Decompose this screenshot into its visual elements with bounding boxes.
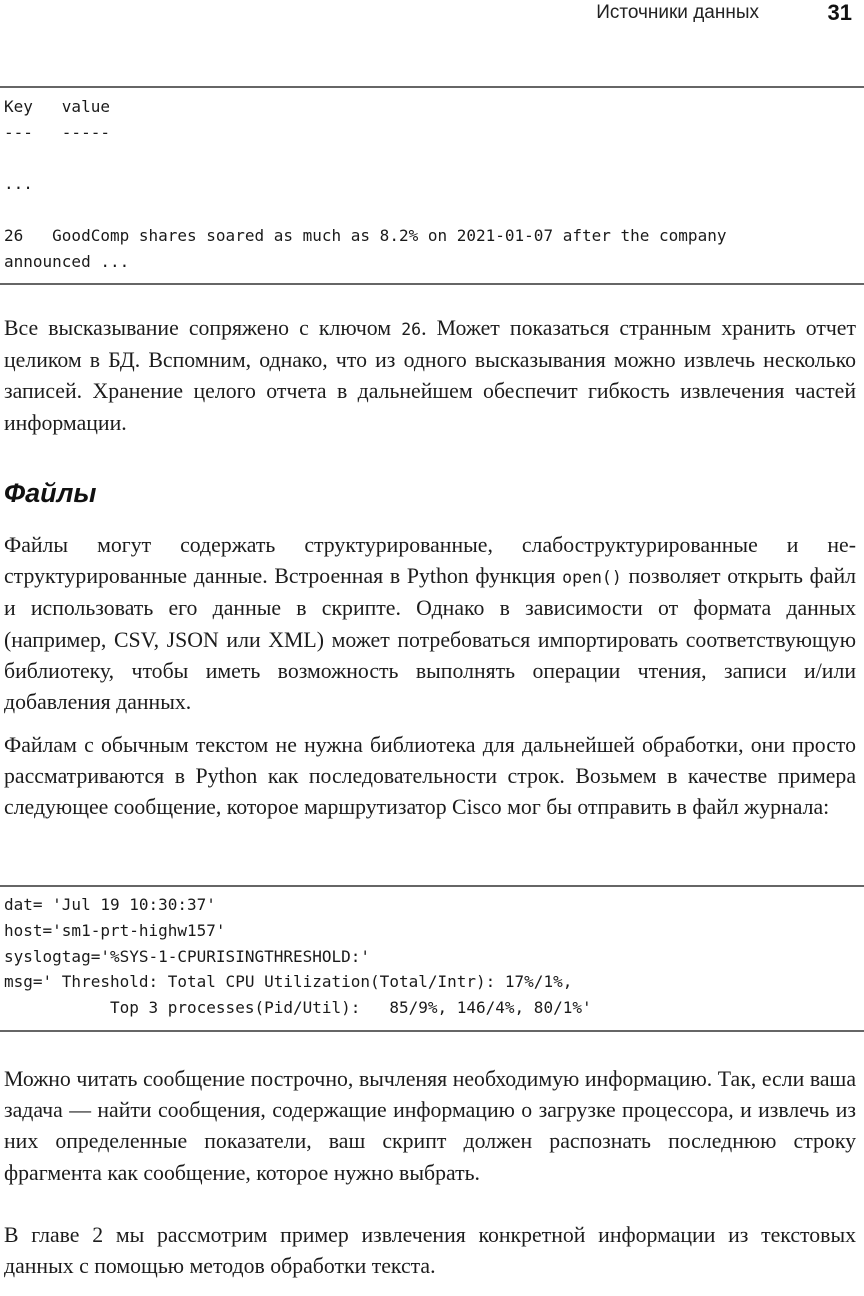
paragraph-4: Можно читать сообщение построчно, вычленяя необходимую информацию. Так, если ваша задача — найти сообщения, содержащие информацию о загрузке процессора, и извлечь из них определенные показатели, ваш скрипт должен распознать последнюю строку фрагмента как сообщение, которое нужно выбрать. — [4, 1067, 856, 1185]
inline-code-key: 26 — [401, 320, 422, 339]
code-line: 26 GoodComp shares soared as much as 8.2% on 2021-01-07 after the company — [4, 225, 727, 245]
code-block-2-bottom-rule — [0, 1030, 864, 1032]
code-block-1-bottom-rule — [0, 283, 864, 285]
code-line: announced ... — [4, 251, 130, 271]
running-header-title: Источники данных — [596, 2, 759, 23]
paragraph-1-text-rest: . Может показаться странным хранить отчет целиком в БД. Вспомним, однако, что из одного высказывания можно извлечь несколько записей. Хранение целого отчета в дальнейшем обеспечит гибкость извлечения частей информации. — [4, 316, 857, 435]
paragraph-1-text: Все высказывание сопряжено с ключом — [4, 316, 402, 340]
code-line: syslogtag='%SYS-1-CPURISINGTHRESHOLD:' — [4, 946, 371, 966]
code-block-1-top-rule — [0, 86, 864, 88]
code-line: ... — [4, 174, 33, 194]
page-number: 31 — [827, 0, 852, 25]
code-line: host='sm1-prt-highw157' — [4, 920, 226, 940]
paragraph-2 — [4, 530, 856, 718]
code-block-1 — [4, 94, 726, 275]
paragraph-3: Файлам с обычным текстом не нужна библиотека для дальнейшей обработки, они просто рассматриваются в Python как последовательности строк. Возьмем в качестве примера следующее сообщение, которое маршрутизатор Cisco мог бы отправить в файл журнала: — [4, 733, 856, 820]
paragraph-2-text-rest: позволяет открыть файл и использовать его данные в скрипте. Однако в зависимости от формата данных (например, CSV, JSON или XML) может потребоваться импортировать соответствующую библиотеку, чтобы иметь возможность выполнять операции чтения, записи и/или добавления данных. — [4, 564, 856, 715]
inline-code-open: open() — [562, 568, 622, 588]
code-line: msg=' Threshold: Total CPU Utilization(Total/Intr): 17%/1%, — [4, 972, 573, 992]
code-line: --- ----- — [4, 122, 110, 142]
code-line: Key value — [4, 97, 110, 116]
paragraph-2-text: Файлы могут содержать структурированные, слабоструктурированные и неструктурированные данные. Встроенная в Python функция — [4, 533, 856, 589]
code-line: Top 3 processes(Pid/Util): 85/9%, 146/4%, 80/1%' — [4, 998, 592, 1018]
code-block-2 — [4, 892, 592, 1021]
page-header — [0, 0, 864, 40]
section-heading: Файлы — [4, 478, 97, 508]
paragraph-5: В главе 2 мы рассмотрим пример извлечения конкретной информации из текстовых данных с помощью методов обработки текста. — [4, 1223, 856, 1279]
code-line: dat= 'Jul 19 10:30:37' — [4, 895, 216, 914]
code-block-2-top-rule — [0, 885, 864, 887]
paragraph-1 — [4, 313, 856, 439]
